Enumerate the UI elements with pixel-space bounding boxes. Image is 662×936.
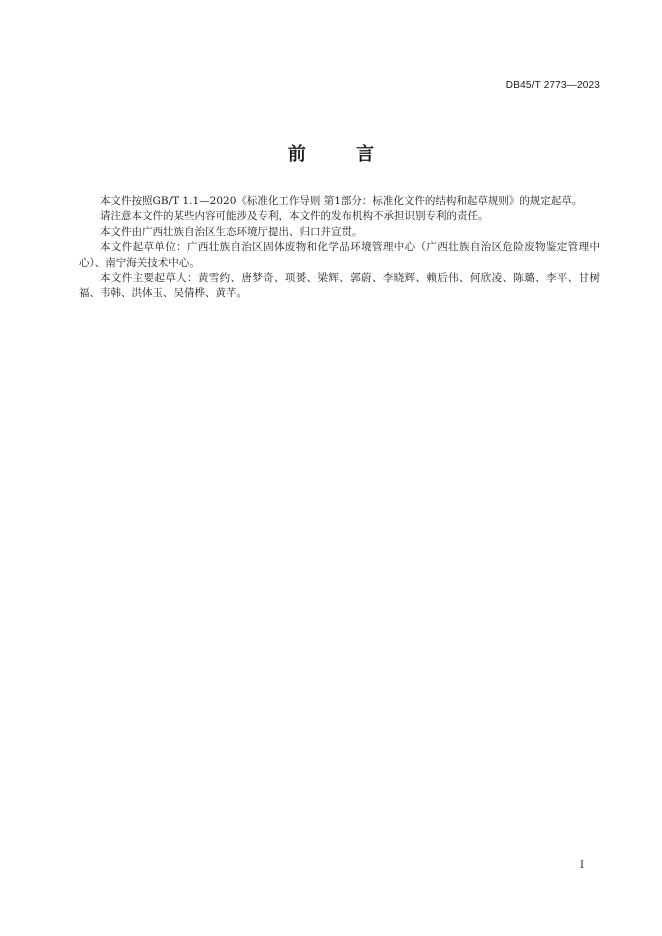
paragraph-proposer: 本文件由广西壮族自治区生态环境厅提出、归口并宣贯。 xyxy=(100,225,363,238)
page-title: 前 言 xyxy=(287,144,397,165)
paragraph-drafting-rules: 本文件按照GB/T 1.1—2020《标准化工作导则 第1部分：标准化文件的结构和起草规则》的规定起草。 xyxy=(100,195,583,207)
paragraph-patent-notice: 请注意本文件的某些内容可能涉及专利，本文件的发布机构不承担识别专利的责任。 xyxy=(100,210,489,223)
paragraph-drafters: 本文件主要起草人：黄雪约、唐梦奇、项赟、梁辉、郭蔚、李晓辉、赖后伟、何欣凌、陈璐、李平、甘树福、韦韩、洪体玉、吴倩桦、黄芊。 xyxy=(79,272,600,300)
foreword-body xyxy=(79,194,600,302)
standard-code: DB45/T 2773—2023 xyxy=(505,80,600,91)
page-number: I xyxy=(580,860,584,871)
paragraph-drafting-units: 本文件起草单位：广西壮族自治区固体废物和化学品环境管理中心（广西壮族自治区危险废物鉴定管理中心）、南宁海关技术中心。 xyxy=(79,241,600,269)
